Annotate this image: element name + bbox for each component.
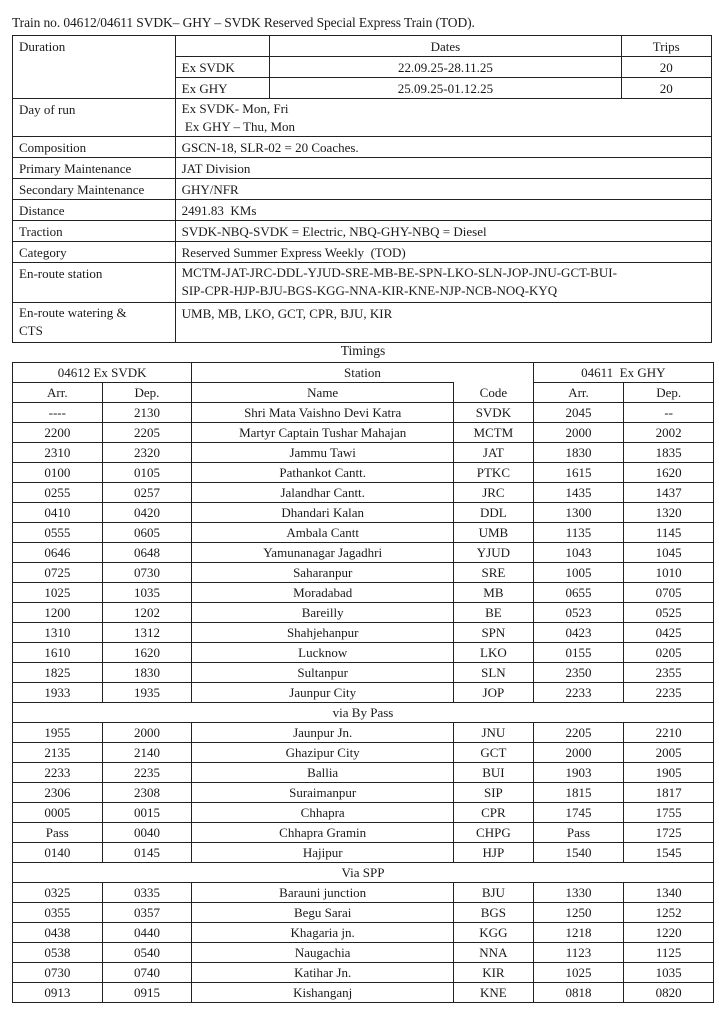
section-via-spp: Via SPP	[13, 863, 714, 883]
category-value: Reserved Summer Express Weekly (TOD)	[175, 242, 711, 263]
enroute-station-line: SIP-CPR-HJP-BJU-BGS-KGG-NNA-KIR-KNE-NJP-NCB-NOQ-KYQ	[181, 283, 558, 298]
up-arrival-cell: 1615	[533, 463, 624, 483]
category-row	[13, 242, 712, 263]
section-via-spp-row	[13, 863, 714, 883]
duration-trips: 20	[621, 57, 712, 78]
secondary-maintenance-label: Secondary Maintenance	[13, 179, 176, 200]
enroute-watering-row	[13, 303, 712, 343]
down-departure-cell: 0105	[102, 463, 192, 483]
station-code-cell: SRE	[454, 563, 534, 583]
up-arrival-cell: 1300	[533, 503, 624, 523]
enroute-station-line: MCTM-JAT-JRC-DDL-YJUD-SRE-MB-BE-SPN-LKO-SLN-JOP-JNU-GCT-BUI-	[181, 265, 617, 280]
column-header-row	[13, 383, 714, 403]
down-arrival-cell: 2310	[13, 443, 103, 463]
down-arrival-cell: 1610	[13, 643, 103, 663]
up-departure-cell: 1905	[624, 763, 714, 783]
up-departure-cell: 1340	[624, 883, 714, 903]
enroute-watering-label	[13, 303, 176, 343]
timing-row	[13, 543, 714, 563]
up-arrival-cell: 2233	[533, 683, 624, 703]
station-name-cell: Bareilly	[192, 603, 454, 623]
up-arrival-cell: 1815	[533, 783, 624, 803]
arr-header: Arr.	[13, 383, 103, 403]
primary-maintenance-label: Primary Maintenance	[13, 158, 176, 179]
duration-header-row	[13, 36, 712, 57]
down-departure-cell: 0915	[102, 983, 192, 1003]
timings-table	[12, 362, 714, 1003]
up-departure-cell: 2235	[624, 683, 714, 703]
station-name-cell: Suraimanpur	[192, 783, 454, 803]
up-arrival-cell: 0523	[533, 603, 624, 623]
station-code-cell: CPR	[454, 803, 534, 823]
down-departure-cell: 0335	[102, 883, 192, 903]
category-label: Category	[13, 242, 176, 263]
station-name-cell: Ballia	[192, 763, 454, 783]
secondary-maintenance-value: GHY/NFR	[175, 179, 711, 200]
timing-row	[13, 643, 714, 663]
station-name-cell: Jalandhar Cantt.	[192, 483, 454, 503]
station-name-cell: Ambala Cantt	[192, 523, 454, 543]
station-name-cell: Begu Sarai	[192, 903, 454, 923]
enroute-station-row	[13, 263, 712, 303]
down-departure-cell: 1312	[102, 623, 192, 643]
station-code-cell: CHPG	[454, 823, 534, 843]
up-arrival-cell: 0423	[533, 623, 624, 643]
timing-row	[13, 923, 714, 943]
station-name-cell: Dhandari Kalan	[192, 503, 454, 523]
up-arrival-cell: 2205	[533, 723, 624, 743]
timing-row	[13, 583, 714, 603]
up-departure-cell: 1620	[624, 463, 714, 483]
timing-row	[13, 743, 714, 763]
down-arrival-cell: ----	[13, 403, 103, 423]
down-arrival-cell: 0255	[13, 483, 103, 503]
station-header: Station	[192, 363, 533, 383]
station-code-cell: SPN	[454, 623, 534, 643]
duration-label: Duration	[13, 36, 176, 99]
down-arrival-cell: 1200	[13, 603, 103, 623]
down-departure-cell: 0605	[102, 523, 192, 543]
traction-label: Traction	[13, 221, 176, 242]
up-departure-cell: 1725	[624, 823, 714, 843]
timing-row	[13, 843, 714, 863]
station-name-cell: Ghazipur City	[192, 743, 454, 763]
timing-row	[13, 623, 714, 643]
timing-row	[13, 943, 714, 963]
up-arrival-cell: 1903	[533, 763, 624, 783]
up-departure-cell: 1835	[624, 443, 714, 463]
down-departure-cell: 1620	[102, 643, 192, 663]
train-header-row	[13, 363, 714, 383]
station-code-cell: UMB	[454, 523, 534, 543]
up-departure-cell: 1755	[624, 803, 714, 823]
up-arrival-cell: 1745	[533, 803, 624, 823]
day-of-run-line: Ex GHY – Thu, Mon	[181, 119, 296, 134]
station-name-cell: Barauni junction	[192, 883, 454, 903]
timing-row	[13, 483, 714, 503]
timing-row	[13, 423, 714, 443]
down-arrival-cell: 0140	[13, 843, 103, 863]
up-train-header: 04611 Ex GHY	[533, 363, 713, 383]
composition-value: GSCN-18, SLR-02 = 20 Coaches.	[175, 137, 711, 158]
down-arrival-cell: 2135	[13, 743, 103, 763]
duration-from: Ex GHY	[175, 78, 270, 99]
down-arrival-cell: 1825	[13, 663, 103, 683]
down-arrival-cell: 0555	[13, 523, 103, 543]
timing-row	[13, 563, 714, 583]
dep-header: Dep.	[102, 383, 192, 403]
down-departure-cell: 2130	[102, 403, 192, 423]
station-code-cell: KGG	[454, 923, 534, 943]
down-arrival-cell: 2233	[13, 763, 103, 783]
up-departure-cell: 1045	[624, 543, 714, 563]
distance-label: Distance	[13, 200, 176, 221]
down-departure-cell: 0420	[102, 503, 192, 523]
up-departure-cell: 0425	[624, 623, 714, 643]
timing-row	[13, 903, 714, 923]
station-code-cell: JNU	[454, 723, 534, 743]
up-departure-cell: 1125	[624, 943, 714, 963]
duration-from: Ex SVDK	[175, 57, 270, 78]
timing-row	[13, 963, 714, 983]
enroute-watering-label-line: En-route watering &	[19, 305, 127, 320]
duration-trips: 20	[621, 78, 712, 99]
up-departure-cell: 2355	[624, 663, 714, 683]
up-arrival-cell: 1330	[533, 883, 624, 903]
timing-row	[13, 443, 714, 463]
station-name-cell: Khagaria jn.	[192, 923, 454, 943]
up-departure-cell: 1252	[624, 903, 714, 923]
down-departure-cell: 0440	[102, 923, 192, 943]
station-name-cell: Shri Mata Vaishno Devi Katra	[192, 403, 454, 423]
composition-row	[13, 137, 712, 158]
day-of-run-label: Day of run	[13, 99, 176, 137]
down-departure-cell: 0540	[102, 943, 192, 963]
station-name-cell: Chhapra Gramin	[192, 823, 454, 843]
up-departure-cell: 1320	[624, 503, 714, 523]
timing-row	[13, 983, 714, 1003]
up-departure-cell: 1817	[624, 783, 714, 803]
dates-header: Dates	[270, 36, 621, 57]
station-code-cell: NNA	[454, 943, 534, 963]
up-departure-cell: 2002	[624, 423, 714, 443]
down-arrival-cell: 2306	[13, 783, 103, 803]
up-departure-cell: 1220	[624, 923, 714, 943]
up-departure-cell: 0525	[624, 603, 714, 623]
name-header: Name	[192, 383, 454, 403]
station-name-cell: Saharanpur	[192, 563, 454, 583]
up-arrival-cell: 0818	[533, 983, 624, 1003]
traction-value: SVDK-NBQ-SVDK = Electric, NBQ-GHY-NBQ = Diesel	[175, 221, 711, 242]
timing-row	[13, 603, 714, 623]
station-code-cell: SVDK	[454, 403, 534, 423]
station-name-cell: Jaunpur City	[192, 683, 454, 703]
timing-row	[13, 883, 714, 903]
down-departure-cell: 2140	[102, 743, 192, 763]
up-arrival-cell: 0655	[533, 583, 624, 603]
timing-row	[13, 823, 714, 843]
timing-row	[13, 683, 714, 703]
station-name-cell: Jaunpur Jn.	[192, 723, 454, 743]
up-arrival-cell: 1135	[533, 523, 624, 543]
duration-dates: 25.09.25-01.12.25	[270, 78, 621, 99]
timings-heading: Timings	[340, 343, 386, 358]
up-arrival-cell: Pass	[533, 823, 624, 843]
timing-row	[13, 783, 714, 803]
section-via-bypass: via By Pass	[13, 703, 714, 723]
up-arrival-cell: 2000	[533, 423, 624, 443]
station-name-cell: Naugachia	[192, 943, 454, 963]
up-arrival-cell: 1540	[533, 843, 624, 863]
station-name-cell: Hajipur	[192, 843, 454, 863]
up-arrival-cell: 1005	[533, 563, 624, 583]
timing-row	[13, 723, 714, 743]
up-arrival-cell: 1123	[533, 943, 624, 963]
up-arrival-cell: 0155	[533, 643, 624, 663]
up-departure-cell: 1145	[624, 523, 714, 543]
station-code-cell: BGS	[454, 903, 534, 923]
station-code-cell: BJU	[454, 883, 534, 903]
primary-maintenance-row	[13, 158, 712, 179]
up-departure-cell: --	[624, 403, 714, 423]
station-name-cell: Shahjehanpur	[192, 623, 454, 643]
timing-row	[13, 663, 714, 683]
station-code-cell: JAT	[454, 443, 534, 463]
down-arrival-cell: 1955	[13, 723, 103, 743]
down-arrival-cell: 0410	[13, 503, 103, 523]
day-of-run-value	[175, 99, 711, 137]
down-departure-cell: 0015	[102, 803, 192, 823]
down-departure-cell: 2320	[102, 443, 192, 463]
section-via-bypass-row	[13, 703, 714, 723]
secondary-maintenance-row	[13, 179, 712, 200]
up-departure-cell: 0705	[624, 583, 714, 603]
down-departure-cell: 0648	[102, 543, 192, 563]
enroute-watering-label-line: CTS	[19, 323, 43, 338]
up-departure-cell: 0205	[624, 643, 714, 663]
down-departure-cell: 0040	[102, 823, 192, 843]
duration-dates: 22.09.25-28.11.25	[270, 57, 621, 78]
code-header: Code	[454, 383, 534, 403]
down-arrival-cell: 0005	[13, 803, 103, 823]
down-departure-cell: 1935	[102, 683, 192, 703]
up-arrival-cell: 2000	[533, 743, 624, 763]
station-code-cell: JRC	[454, 483, 534, 503]
up-departure-cell: 2210	[624, 723, 714, 743]
timing-row	[13, 463, 714, 483]
station-code-cell: BE	[454, 603, 534, 623]
down-departure-cell: 2000	[102, 723, 192, 743]
up-arrival-cell: 2350	[533, 663, 624, 683]
station-code-cell: KNE	[454, 983, 534, 1003]
dep-header: Dep.	[624, 383, 714, 403]
station-code-cell: SLN	[454, 663, 534, 683]
station-name-cell: Lucknow	[192, 643, 454, 663]
down-departure-cell: 2235	[102, 763, 192, 783]
down-arrival-cell: 0438	[13, 923, 103, 943]
up-departure-cell: 0820	[624, 983, 714, 1003]
down-arrival-cell: 0538	[13, 943, 103, 963]
up-arrival-cell: 1043	[533, 543, 624, 563]
station-code-cell: LKO	[454, 643, 534, 663]
primary-maintenance-value: JAT Division	[175, 158, 711, 179]
timing-row	[13, 523, 714, 543]
station-code-cell: JOP	[454, 683, 534, 703]
down-departure-cell: 0730	[102, 563, 192, 583]
station-code-cell: HJP	[454, 843, 534, 863]
down-arrival-cell: 2200	[13, 423, 103, 443]
up-arrival-cell: 1435	[533, 483, 624, 503]
down-arrival-cell: 1310	[13, 623, 103, 643]
down-departure-cell: 0257	[102, 483, 192, 503]
up-arrival-cell: 1025	[533, 963, 624, 983]
down-arrival-cell: 1025	[13, 583, 103, 603]
station-name-cell: Chhapra	[192, 803, 454, 823]
traction-row	[13, 221, 712, 242]
down-arrival-cell: 0913	[13, 983, 103, 1003]
station-name-cell: Sultanpur	[192, 663, 454, 683]
up-arrival-cell: 1830	[533, 443, 624, 463]
station-code-cell: GCT	[454, 743, 534, 763]
down-departure-cell: 1830	[102, 663, 192, 683]
composition-label: Composition	[13, 137, 176, 158]
station-code-cell: KIR	[454, 963, 534, 983]
up-departure-cell: 1437	[624, 483, 714, 503]
timing-row	[13, 763, 714, 783]
down-arrival-cell: Pass	[13, 823, 103, 843]
down-departure-cell: 2308	[102, 783, 192, 803]
down-arrival-cell: 0646	[13, 543, 103, 563]
down-arrival-cell: 0100	[13, 463, 103, 483]
down-arrival-cell: 0725	[13, 563, 103, 583]
up-arrival-cell: 1250	[533, 903, 624, 923]
station-name-cell: Yamunanagar Jagadhri	[192, 543, 454, 563]
down-arrival-cell: 1933	[13, 683, 103, 703]
day-of-run-row	[13, 99, 712, 137]
timings-body	[13, 403, 714, 1003]
up-departure-cell: 2005	[624, 743, 714, 763]
distance-value: 2491.83 KMs	[175, 200, 711, 221]
station-name-cell: Kishanganj	[192, 983, 454, 1003]
enroute-station-value	[175, 263, 711, 303]
up-arrival-cell: 2045	[533, 403, 624, 423]
document-title: Train no. 04612/04611 SVDK– GHY – SVDK Reserved Special Express Train (TOD).	[12, 15, 475, 30]
station-name-cell: Martyr Captain Tushar Mahajan	[192, 423, 454, 443]
enroute-watering-value: UMB, MB, LKO, GCT, CPR, BJU, KIR	[175, 303, 711, 343]
up-departure-cell: 1010	[624, 563, 714, 583]
station-name-cell: Pathankot Cantt.	[192, 463, 454, 483]
down-arrival-cell: 0355	[13, 903, 103, 923]
down-departure-cell: 0145	[102, 843, 192, 863]
station-name-cell: Jammu Tawi	[192, 443, 454, 463]
arr-header: Arr.	[533, 383, 624, 403]
distance-row	[13, 200, 712, 221]
down-departure-cell: 1035	[102, 583, 192, 603]
down-arrival-cell: 0325	[13, 883, 103, 903]
timing-row	[13, 803, 714, 823]
up-arrival-cell: 1218	[533, 923, 624, 943]
station-code-cell: DDL	[454, 503, 534, 523]
enroute-station-label: En-route station	[13, 263, 176, 303]
timing-row	[13, 403, 714, 423]
timing-row	[13, 503, 714, 523]
station-name-cell: Moradabad	[192, 583, 454, 603]
station-code-cell: MB	[454, 583, 534, 603]
day-of-run-line: Ex SVDK- Mon, Fri	[181, 101, 289, 116]
station-code-cell: PTKC	[454, 463, 534, 483]
trips-header: Trips	[621, 36, 712, 57]
up-departure-cell: 1035	[624, 963, 714, 983]
down-departure-cell: 0740	[102, 963, 192, 983]
station-code-cell: YJUD	[454, 543, 534, 563]
duration-blank-cell	[175, 36, 270, 57]
train-info-table	[12, 35, 712, 343]
down-departure-cell: 0357	[102, 903, 192, 923]
up-departure-cell: 1545	[624, 843, 714, 863]
station-code-cell: BUI	[454, 763, 534, 783]
down-arrival-cell: 0730	[13, 963, 103, 983]
station-code-cell: MCTM	[454, 423, 534, 443]
station-name-cell: Katihar Jn.	[192, 963, 454, 983]
down-departure-cell: 2205	[102, 423, 192, 443]
down-train-header: 04612 Ex SVDK	[13, 363, 192, 383]
station-code-cell: SIP	[454, 783, 534, 803]
down-departure-cell: 1202	[102, 603, 192, 623]
